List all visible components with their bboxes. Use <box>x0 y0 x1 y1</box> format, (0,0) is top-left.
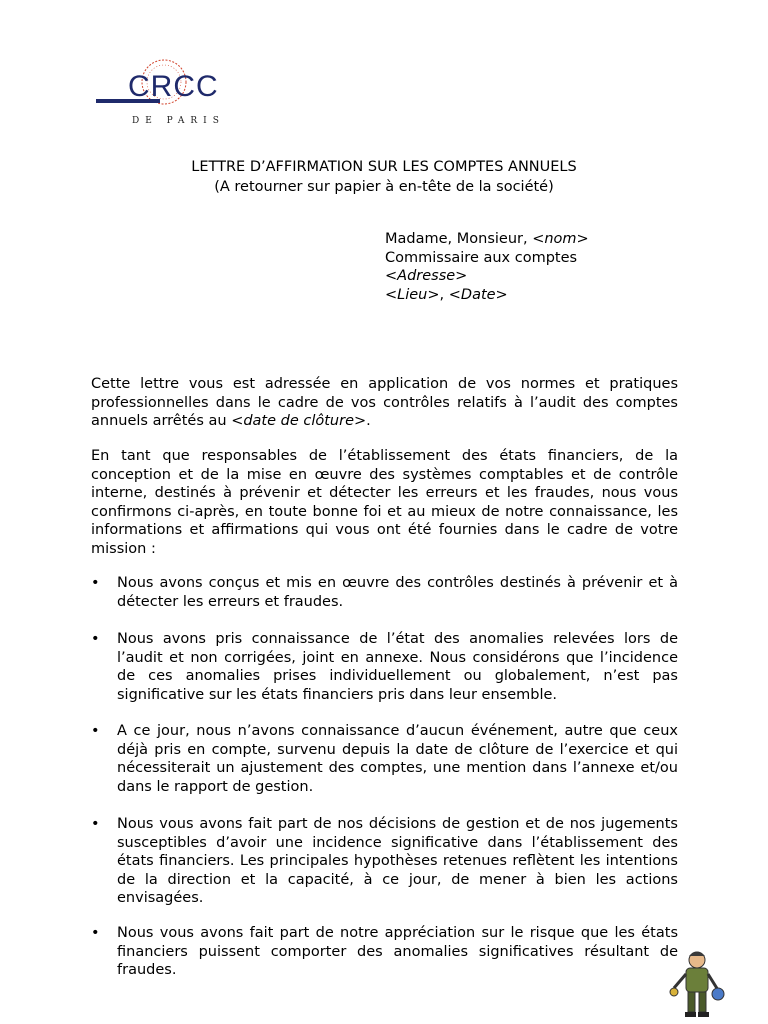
date-placeholder: <Date> <box>448 286 508 303</box>
list-item-text: A ce jour, nous n’avons connaissance d’aucun événement, autre que ceux déjà pris en compte, survenu depuis la date de clôture de l’exercice et qui nécessiterait un ajustement des comptes, une mention dans l’annexe et/ou dans le rapport de gestion. <box>117 723 678 795</box>
list-item-text: Nous vous avons fait part de notre appréciation sur le risque que les états financiers puissent comporter des anomalies significatives résultant de fraudes. <box>117 925 678 978</box>
logo-subtitle: DE PARIS <box>132 116 225 126</box>
closing-date-placeholder: <date de clôture> <box>231 413 367 429</box>
bullet-icon: • <box>91 575 100 591</box>
title-line-2: (A retourner sur papier à en-tête de la société) <box>214 179 554 195</box>
intro-end: . <box>366 413 371 429</box>
recipient-role: Commissaire aux comptes <box>385 249 578 266</box>
document-title <box>0 157 768 197</box>
address-placeholder: <Adresse> <box>385 268 468 284</box>
intro-text: Cette lettre vous est adressée en application de vos normes et pratiques professionnelles dans le cadre de vos contrôles relatifs à l’audit des comptes annuels arrêtés au <box>91 376 678 429</box>
place-date-line <box>385 286 589 305</box>
salutation-text: Madame, Monsieur, <box>385 231 533 247</box>
logo-wordmark: CRCC <box>128 70 219 103</box>
title-line-1: LETTRE D’AFFIRMATION SUR LES COMPTES ANNUELS <box>191 159 577 175</box>
recipient-block <box>385 230 589 304</box>
list-item <box>91 630 678 704</box>
intro-paragraph <box>91 375 678 431</box>
place-date-separator: , <box>439 286 449 303</box>
crcc-logo <box>92 50 262 136</box>
recipient-salutation <box>385 230 589 249</box>
bullet-icon: • <box>91 816 100 832</box>
worker-clipart-icon <box>668 948 726 1020</box>
place-placeholder: <Lieu> <box>385 286 440 303</box>
list-item-text: Nous avons conçus et mis en œuvre des contrôles destinés à prévenir et à détecter les erreurs et fraudes. <box>117 575 678 610</box>
responsibility-paragraph: En tant que responsables de l’établissement des états financiers, de la conception et de la mise en œuvre des systèmes comptables et de contrôle interne, destinés à prévenir et détecter les erreurs et les fraudes, nous vous confirmons ci-après, en toute bonne foi et au mieux de notre connaissance, les informations et affirmations qui vous ont été fournies dans le cadre de votre mission : <box>91 448 678 557</box>
list-item-text: Nous vous avons fait part de nos décisions de gestion et de nos jugements susceptibles d’avoir une incidence significative dans l’établissement des états financiers. Les principales hypothèses retenues reflètent les intentions de la direction et la capacité, à ce jour, de mener à bien les actions envisagées. <box>117 816 678 906</box>
list-item-text: Nous avons pris connaissance de l’état des anomalies relevées lors de l’audit et non corrigées, joint en annexe. Nous considérons que l’incidence de ces anomalies prises individuellement ou globalement, n’est pas significative sur les états financiers pris dans leur ensemble. <box>117 631 678 703</box>
list-item <box>91 722 678 796</box>
name-placeholder: <nom> <box>532 231 589 247</box>
list-item <box>91 815 678 908</box>
bullet-icon: • <box>91 723 100 739</box>
list-item <box>91 924 678 980</box>
list-item <box>91 574 678 611</box>
bullet-icon: • <box>91 631 100 647</box>
bullet-icon: • <box>91 925 100 941</box>
